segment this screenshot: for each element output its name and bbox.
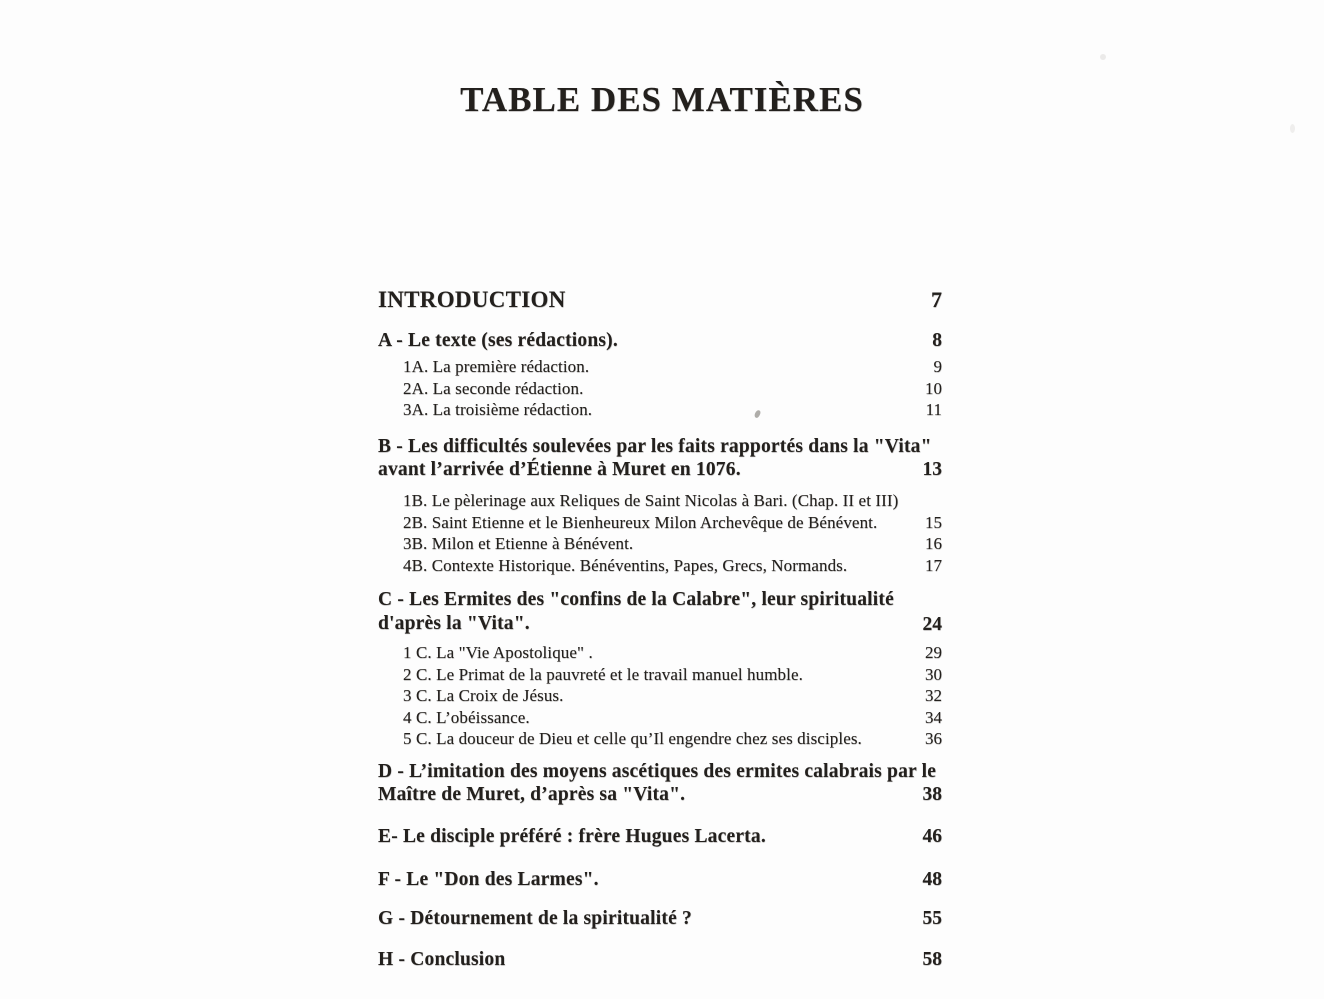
entry-page-number: 9 — [933, 357, 942, 376]
toc-entry-section-e — [378, 825, 944, 848]
table-of-contents — [378, 0, 944, 999]
entry-label: 4B. Contexte Historique. Bénéventins, Papes, Grecs, Normands. — [403, 555, 848, 575]
entry-page-number: 24 — [922, 614, 942, 635]
entry-page-number: 13 — [922, 459, 942, 480]
entry-label: G - Détournement de la spiritualité ? — [378, 908, 692, 929]
scan-speck — [1290, 124, 1295, 133]
entry-label: 1 C. La "Vie Apostolique" . — [403, 643, 593, 662]
toc-entry-section-g — [378, 907, 944, 930]
entry-page-number: 8 — [932, 330, 942, 351]
toc-subentry — [378, 707, 944, 729]
entry-label: 2B. Saint Etienne et le Bienheureux Milon Archevêque de Bénévent. — [403, 512, 878, 532]
entry-page-number: 36 — [925, 729, 942, 748]
toc-subentry — [378, 490, 944, 512]
entry-label: INTRODUCTION — [378, 287, 566, 312]
entry-page-number: 30 — [925, 664, 942, 684]
toc-entry-section-b — [378, 435, 944, 481]
toc-entry-section-a — [378, 329, 944, 352]
entry-page-number: 46 — [922, 826, 942, 847]
entry-label: 4 C. L’obéissance. — [403, 707, 530, 727]
toc-entry-section-d — [378, 760, 944, 806]
entry-page-number — [912, 490, 944, 512]
entry-label: D - L’imitation des moyens ascétiques des ermites calabrais par le Maître de Muret, d’après sa "Vita". — [378, 761, 937, 805]
entry-label: 2A. La seconde rédaction. — [403, 378, 584, 398]
entry-label: 3A. La troisième rédaction. — [403, 400, 593, 419]
entry-page-number: 38 — [922, 784, 942, 805]
entry-label: 1B. Le pèlerinage aux Reliques de Saint Nicolas à Bari. (Chap. II et III) — [403, 491, 899, 510]
entry-label: 5 C. La douceur de Dieu et celle qu’Il engendre chez ses disciples. — [403, 729, 862, 748]
toc-subentry — [378, 555, 944, 577]
entry-page-number: 48 — [922, 869, 942, 890]
toc-subentry — [378, 356, 944, 378]
toc-subentry — [378, 664, 944, 686]
entry-label: E- Le disciple préféré : frère Hugues Lacerta. — [378, 826, 766, 847]
toc-subentries-a — [378, 356, 944, 421]
entry-page-number: 34 — [925, 707, 942, 727]
toc-subentries-b — [378, 490, 944, 576]
toc-subentry — [378, 685, 944, 707]
toc-subentry — [378, 728, 944, 750]
entry-label: 1A. La première rédaction. — [403, 357, 590, 376]
entry-label: F - Le "Don des Larmes". — [378, 869, 599, 890]
toc-subentry — [378, 512, 944, 534]
toc-subentry — [378, 642, 944, 664]
scan-speck — [1100, 54, 1106, 60]
entry-label: C - Les Ermites des "confins de la Calabre", leur spiritualité d'après la "Vita". — [378, 589, 894, 634]
toc-subentries-c — [378, 642, 944, 750]
toc-entry-section-f — [378, 868, 944, 891]
toc-subentry — [378, 533, 944, 555]
entry-page-number: 32 — [925, 686, 942, 705]
entry-page-number: 15 — [925, 512, 942, 532]
page-title: TABLE DES MATIÈRES — [460, 80, 864, 119]
entry-page-number: 7 — [931, 287, 942, 312]
entry-label: 2 C. Le Primat de la pauvreté et le travail manuel humble. — [403, 664, 803, 684]
entry-page-number: 10 — [925, 378, 942, 398]
entry-label: B - Les difficultés soulevées par les faits rapportés dans la "Vita" avant l’arrivée d’Étienne à Muret en 1076. — [378, 436, 932, 480]
entry-page-number: 11 — [925, 400, 942, 419]
entry-label: 3B. Milon et Etienne à Bénévent. — [403, 534, 634, 553]
entry-page-number: 16 — [925, 534, 942, 553]
entry-label: A - Le texte (ses rédactions). — [378, 330, 618, 351]
entry-label: H - Conclusion — [378, 949, 506, 970]
toc-entry-section-c — [378, 588, 944, 636]
toc-subentry — [378, 378, 944, 400]
toc-entry-introduction — [378, 287, 944, 313]
entry-label: 3 C. La Croix de Jésus. — [403, 686, 564, 705]
toc-entry-section-h — [378, 948, 944, 971]
entry-page-number: 17 — [925, 555, 942, 575]
toc-subentry — [378, 399, 944, 421]
entry-page-number: 29 — [925, 643, 942, 662]
entry-page-number: 55 — [922, 908, 942, 929]
entry-page-number: 58 — [922, 949, 942, 970]
